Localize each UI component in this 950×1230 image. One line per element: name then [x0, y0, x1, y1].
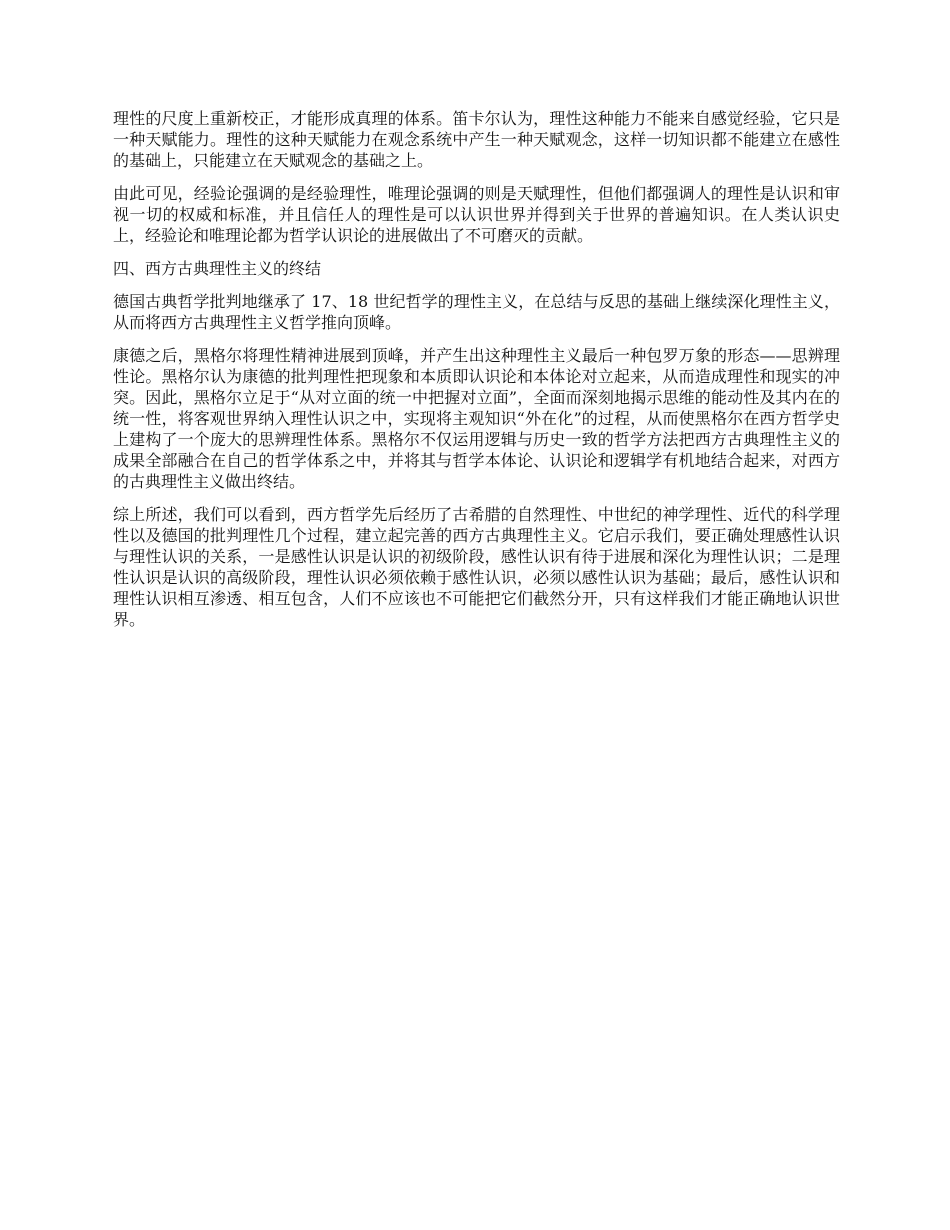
paragraph-empiricism-rationalism: 由此可见，经验论强调的是经验理性，唯理论强调的则是天赋理性，但他们都强调人的理性是认识和审视一切的权威和标准，并且信任人的理性是可以认识世界并得到关于世界的普遍知识。在人类认识史上，经验论和唯理论都为哲学认识论的进展做出了不可磨灭的贡献。 — [113, 184, 840, 245]
paragraph-hegel: 康德之后，黑格尔将理性精神进展到顶峰，并产生出这种理性主义最后一种包罗万象的形态——思辨理性论。黑格尔认为康德的批判理性把现象和本质即认识论和本体论对立起来，从而造成理性和现实的冲突。因此，黑格尔立足于“从对立面的统一中把握对立面”，全面而深刻地揭示思维的能动性及其内在的统一性，将客观世界纳入理性认识之中，实现将主观知识“外在化”的过程，从而使黑格尔在西方哲学史上建构了一个庞大的思辨理性体系。黑格尔不仅运用逻辑与历史一致的哲学方法把西方古典理性主义的成果全部融合在自己的哲学体系之中，并将其与哲学本体论、认识论和逻辑学有机地结合起来，对西方的古典理性主义做出终结。 — [113, 346, 840, 491]
paragraph-conclusion: 综上所述，我们可以看到，西方哲学先后经历了古希腊的自然理性、中世纪的神学理性、近代的科学理性以及德国的批判理性几个过程，建立起完善的西方古典理性主义。它启示我们，要正确处理感性认识与理性认识的关系，一是感性认识是认识的初级阶段，感性认识有待于进展和深化为理性认识；二是理性认识是认识的高级阶段，理性认识必须依赖于感性认识，必须以感性认识为基础；最后，感性认识和理性认识相互渗透、相互包含，人们不应该也不可能把它们截然分开，只有这样我们才能正确地认识世界。 — [113, 505, 840, 629]
paragraph-german-classical-philosophy: 德国古典哲学批判地继承了 17、18 世纪哲学的理性主义，在总结与反思的基础上继续深化理性主义，从而将西方古典理性主义哲学推向顶峰。 — [113, 292, 840, 332]
paragraph-descartes-reason: 理性的尺度上重新校正，才能形成真理的体系。笛卡尔认为，理性这种能力不能来自感觉经验，它只是一种天赋能力。理性的这种天赋能力在观念系统中产生一种天赋观念，这样一切知识都不能建立在感性的基础上，只能建立在天赋观念的基础之上。 — [113, 109, 840, 170]
section-heading: 四、西方古典理性主义的终结 — [113, 259, 322, 278]
document-page — [113, 108, 840, 642]
